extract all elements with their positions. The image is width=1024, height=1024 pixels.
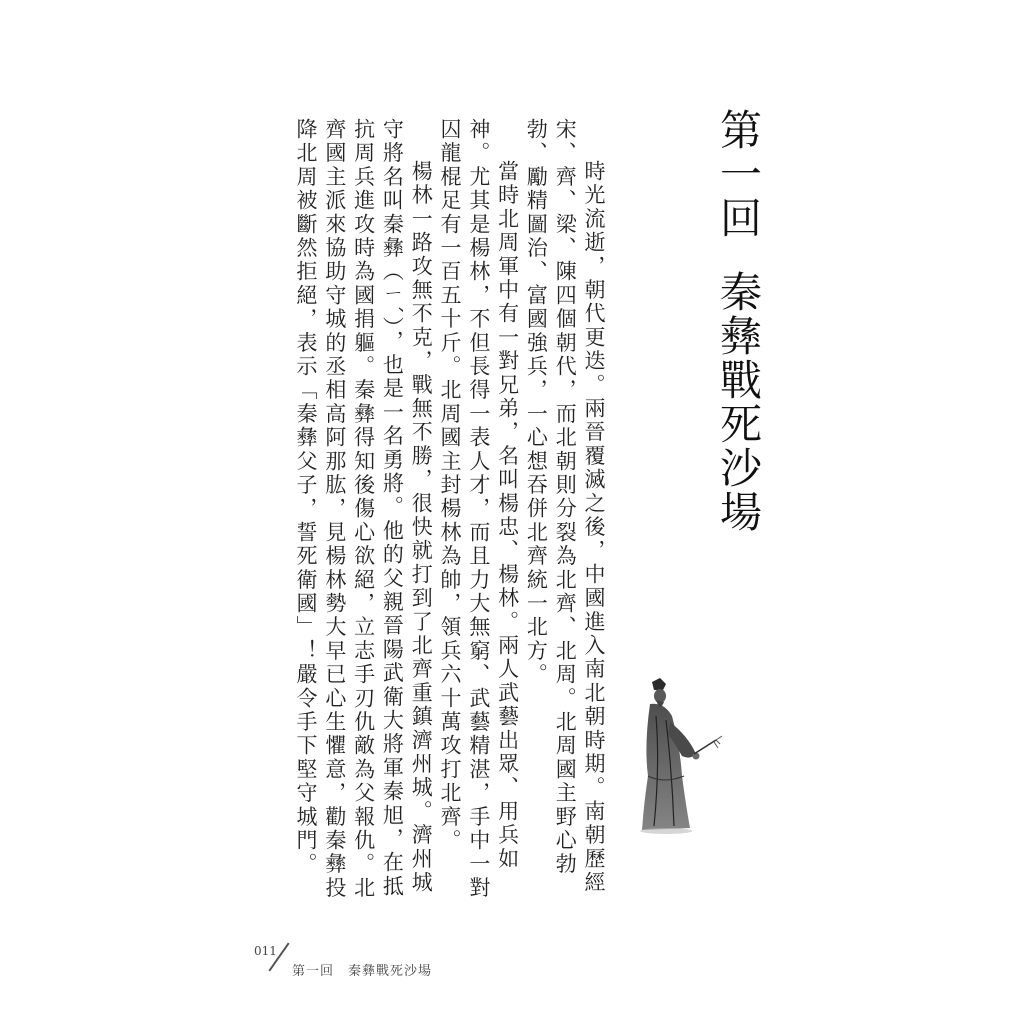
paragraph-1: 時光流逝，朝代更迭。兩晉覆滅之後，中國進入南北朝時期。南朝歷經宋、齊、梁、陳四個朝代，而北朝則分裂為北齊、北周。北周國主野心勃勃、勵精圖治、富國強兵，一心想吞併北齊統一北方。: [524, 118, 606, 895]
running-title: 第一回 秦彝戰死沙場: [292, 964, 433, 979]
chapter-number: 第一回: [714, 108, 763, 240]
chapter-heading: [712, 108, 764, 534]
body-text: [248, 118, 608, 908]
paragraph-2: 當時北周軍中有一對兄弟，名叫楊忠、楊林。兩人武藝出眾、用兵如神。尤其是楊林，不但長得一表人才，而且力大無窮、武藝精湛，手中一對囚龍棍足有一百五十斤。北周國主封楊林為帥，領兵六十萬攻打北齊。: [438, 118, 520, 901]
paragraph-3: 楊林一路攻無不克，戰無不勝，很快就打到了北齊重鎮濟州城。濟州城守將名叫秦彝（ㄧˊ），也是一名勇將。他的父親晉陽武衛大將軍秦旭，在抵抗周兵進攻時為國捐軀。秦彝得知後傷心欲絕，立志手刃仇敵為父報仇。北齊國主派來協助守城的丞相高阿那肱，見楊林勢大早已心生懼意，勸秦彝投降北周被斷然拒絕，表示「秦彝父子，誓死衛國」！嚴令手下堅守城門。: [294, 118, 434, 901]
robed-figure-ink-painting-icon: [630, 676, 730, 836]
page-footer: [254, 944, 454, 980]
chapter-title: 秦彝戰死沙場: [714, 270, 763, 534]
page-number: 011: [254, 944, 277, 958]
